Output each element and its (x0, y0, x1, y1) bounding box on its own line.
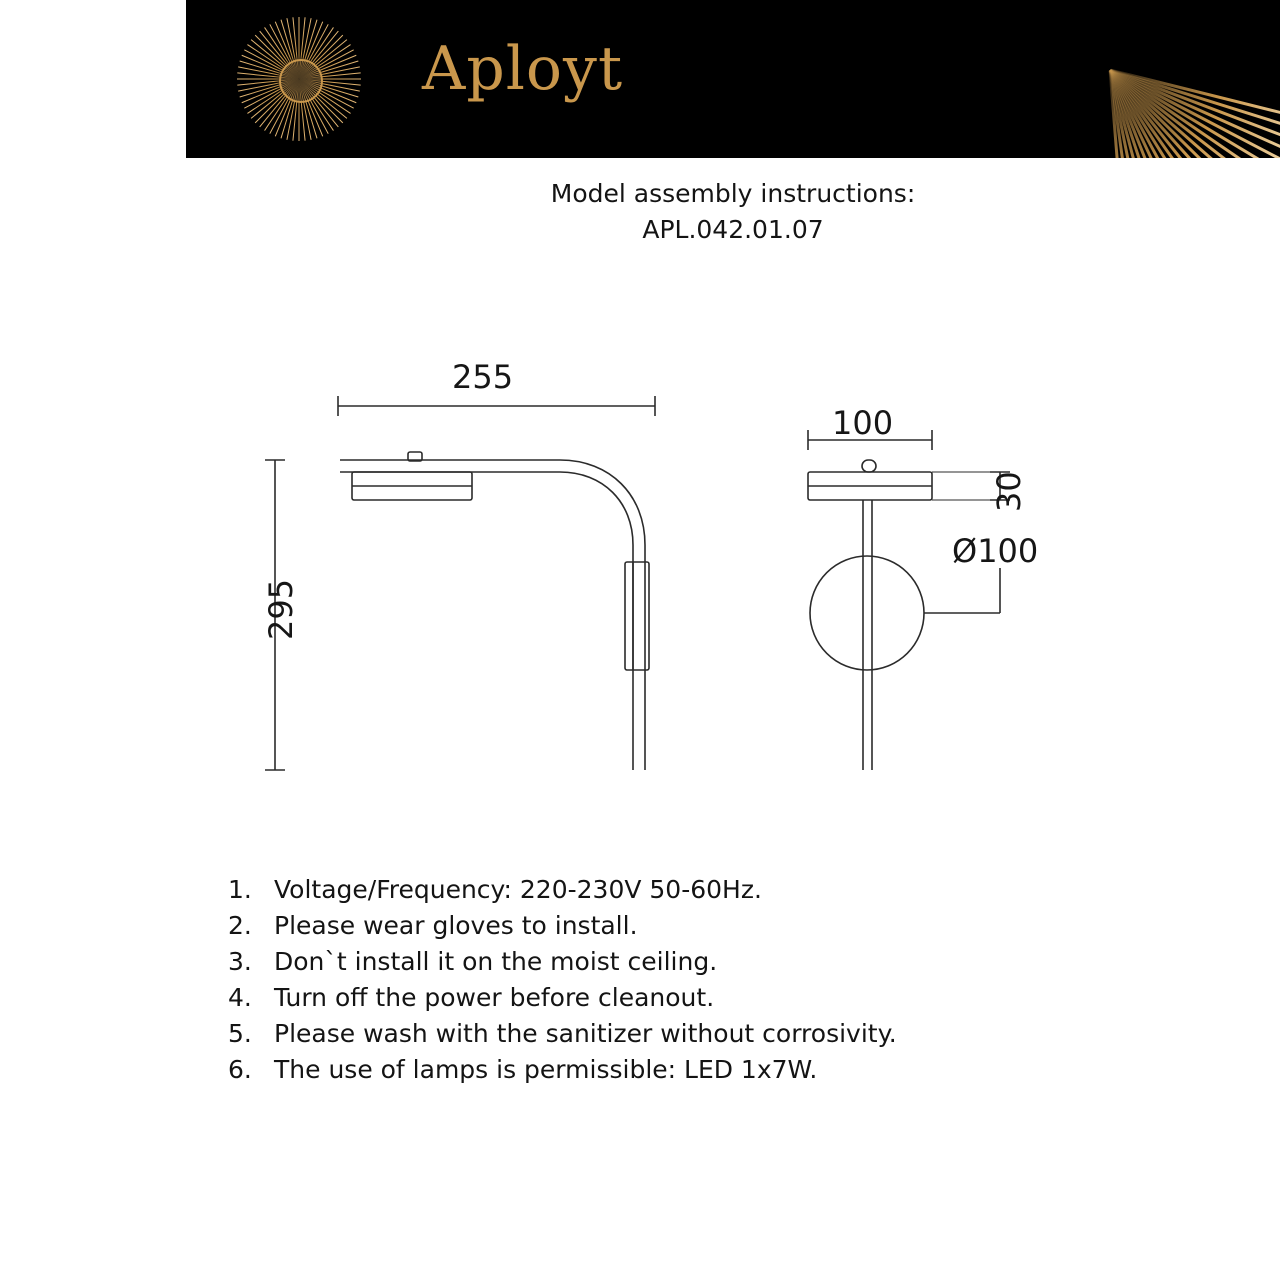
list-item-text: Please wash with the sanitizer without corrosivity. (274, 1019, 897, 1048)
list-item-number: 1. (228, 875, 252, 904)
brand-banner (186, 0, 1280, 158)
side-view-body (340, 452, 649, 770)
list-item-number: 3. (228, 947, 252, 976)
list-item (228, 1016, 1088, 1052)
page-title (186, 176, 1280, 248)
list-item (228, 1052, 1088, 1088)
dim-diameter-leader (924, 568, 1000, 613)
list-item-number: 2. (228, 911, 252, 940)
fan-rays-icon (900, 0, 1280, 158)
dim-label-255: 255 (452, 358, 514, 396)
dim-255-line (338, 396, 655, 416)
list-item (228, 944, 1088, 980)
list-item (228, 980, 1088, 1016)
instructions-list (228, 872, 1088, 1088)
list-item-text: Turn off the power before cleanout. (274, 983, 715, 1012)
list-item-text: Voltage/Frequency: 220-230V 50-60Hz. (274, 875, 762, 904)
dim-label-30: 30 (990, 471, 1028, 512)
list-item (228, 872, 1088, 908)
drawing-svg (0, 300, 1280, 820)
front-view-body (808, 460, 932, 770)
list-item-text: The use of lamps is permissible: LED 1x7W. (274, 1055, 818, 1084)
list-item-number: 5. (228, 1019, 252, 1048)
technical-drawing (0, 300, 1280, 820)
brand-wordmark: Aployt (422, 34, 624, 104)
title-line-1: Model assembly instructions: (550, 179, 916, 208)
sunburst-ray (299, 79, 300, 141)
list-item-number: 4. (228, 983, 252, 1012)
dim-label-295: 295 (262, 578, 300, 640)
list-item (228, 908, 1088, 944)
dim-label-100: 100 (832, 404, 894, 442)
dim-label-diameter-100: Ø100 (952, 532, 1039, 570)
list-item-number: 6. (228, 1055, 252, 1084)
title-line-2: APL.042.01.07 (642, 215, 824, 244)
list-item-text: Don`t install it on the moist ceiling. (274, 947, 718, 976)
sunburst-icon (234, 14, 364, 144)
list-item-text: Please wear gloves to install. (274, 911, 638, 940)
